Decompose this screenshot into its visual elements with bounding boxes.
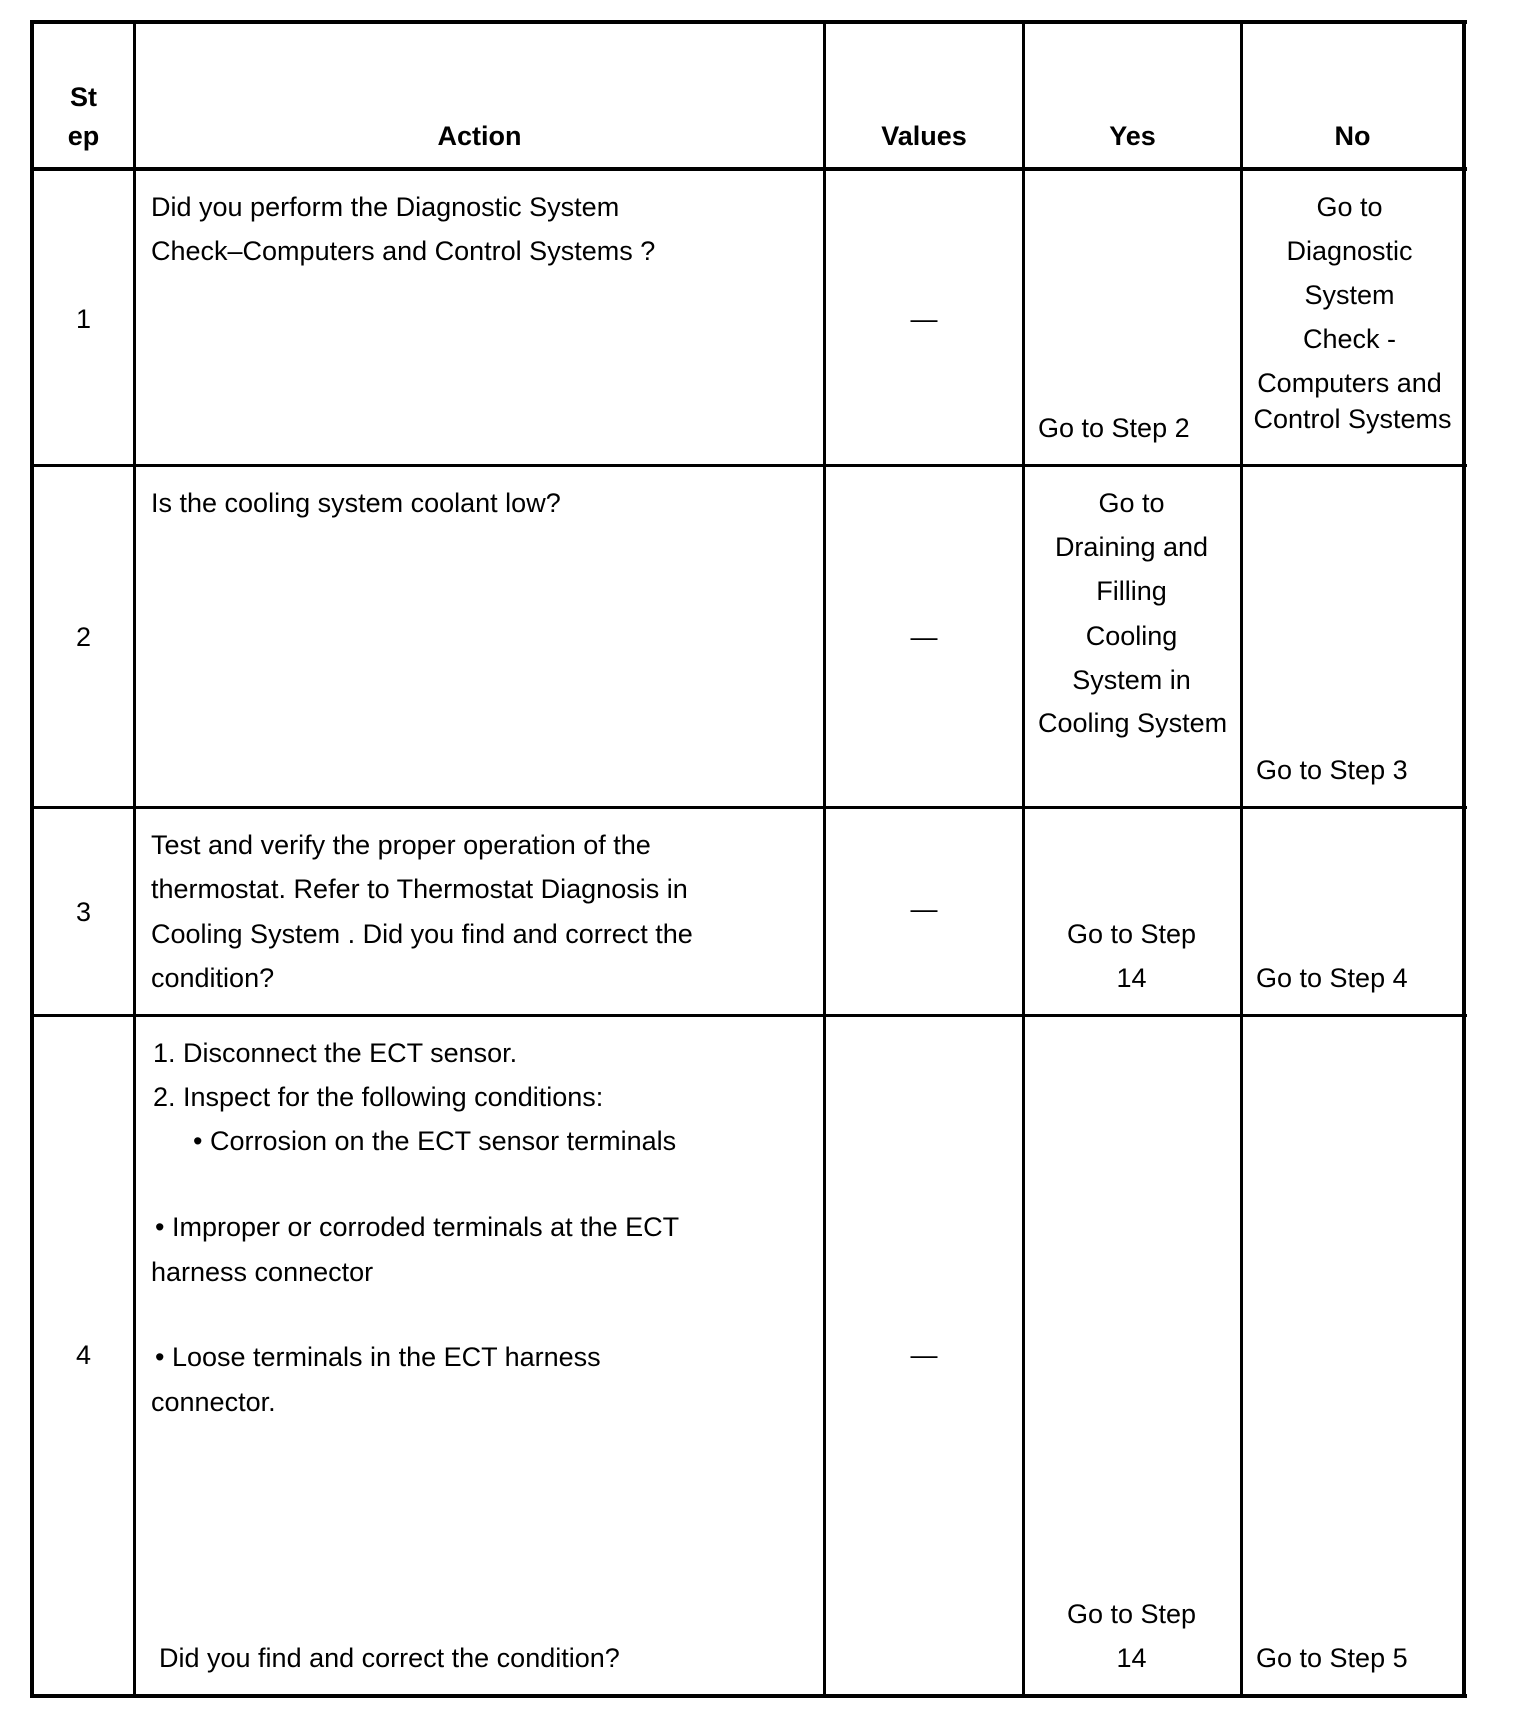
header-step-line-1: St — [70, 82, 97, 112]
table-border-right — [1462, 20, 1466, 1698]
no-text: Check - — [1302, 324, 1397, 354]
action-question: Did you find and correct the condition? — [159, 1643, 620, 1673]
step-number: 4 — [75, 1340, 92, 1370]
action-text: Test and verify the proper operation of the — [151, 830, 651, 860]
header-divider — [30, 167, 1467, 171]
action-list-item: 1. Disconnect the ECT sensor. — [153, 1038, 518, 1068]
step-number: 3 — [75, 897, 92, 927]
values-text: — — [910, 1340, 938, 1370]
values-text: — — [910, 622, 938, 652]
action-bullet-item: • Loose terminals in the ECT harness — [155, 1342, 601, 1372]
yes-text: Go to Step 2 — [1038, 413, 1190, 443]
header-action: Action — [437, 121, 522, 151]
action-text: Cooling System . Did you find and correct the — [151, 919, 693, 949]
header-no: No — [1334, 121, 1371, 151]
action-text: thermostat. Refer to Thermostat Diagnosis in — [151, 874, 688, 904]
table-border-top — [30, 20, 1467, 24]
table-border-bottom — [30, 1694, 1467, 1698]
action-text: condition? — [151, 963, 275, 993]
yes-text: Cooling System — [1038, 708, 1228, 738]
yes-text: 14 — [1116, 963, 1147, 993]
no-text: Go to — [1316, 192, 1383, 222]
yes-text: Cooling — [1085, 621, 1178, 651]
no-text: Go to Step 5 — [1256, 1643, 1408, 1673]
action-text: connector. — [151, 1387, 276, 1417]
no-text: System — [1304, 280, 1395, 310]
no-text: Diagnostic — [1286, 236, 1413, 266]
no-text: Computers and — [1257, 368, 1442, 398]
values-text: — — [910, 894, 938, 924]
row-divider-2 — [30, 806, 1467, 809]
action-bullet-item: • Improper or corroded terminals at the ECT — [155, 1212, 680, 1242]
row-divider-1 — [30, 464, 1467, 467]
yes-text: Filling — [1096, 576, 1167, 606]
yes-text: Go to — [1098, 488, 1165, 518]
action-bullet-item: • Corrosion on the ECT sensor terminals — [193, 1126, 677, 1156]
yes-text: Draining and — [1054, 532, 1209, 562]
header-values: Values — [881, 121, 967, 151]
action-text: Check–Computers and Control Systems ? — [151, 236, 656, 266]
action-text: harness connector — [151, 1257, 374, 1287]
col-divider-step — [133, 20, 136, 1698]
header-yes: Yes — [1109, 121, 1156, 151]
no-text: Go to Step 4 — [1256, 963, 1408, 993]
col-divider-yes — [1240, 20, 1243, 1698]
action-text: Is the cooling system coolant low? — [151, 488, 561, 518]
col-divider-action — [823, 20, 826, 1698]
yes-text: Go to Step — [1066, 919, 1197, 949]
col-divider-values — [1022, 20, 1025, 1698]
action-text: Did you perform the Diagnostic System — [151, 192, 620, 222]
values-text: — — [910, 304, 938, 334]
yes-text: Go to Step — [1066, 1599, 1197, 1629]
yes-text: 14 — [1116, 1643, 1147, 1673]
no-text: Go to Step 3 — [1256, 755, 1408, 785]
step-number: 1 — [75, 304, 92, 334]
step-number: 2 — [75, 622, 92, 652]
row-divider-3 — [30, 1014, 1467, 1017]
no-text: Control Systems — [1253, 404, 1452, 434]
action-list-item: 2. Inspect for the following conditions: — [153, 1082, 604, 1112]
header-step-line-2: ep — [67, 121, 100, 151]
yes-text: System in — [1072, 665, 1191, 695]
table-border-left — [30, 20, 34, 1698]
